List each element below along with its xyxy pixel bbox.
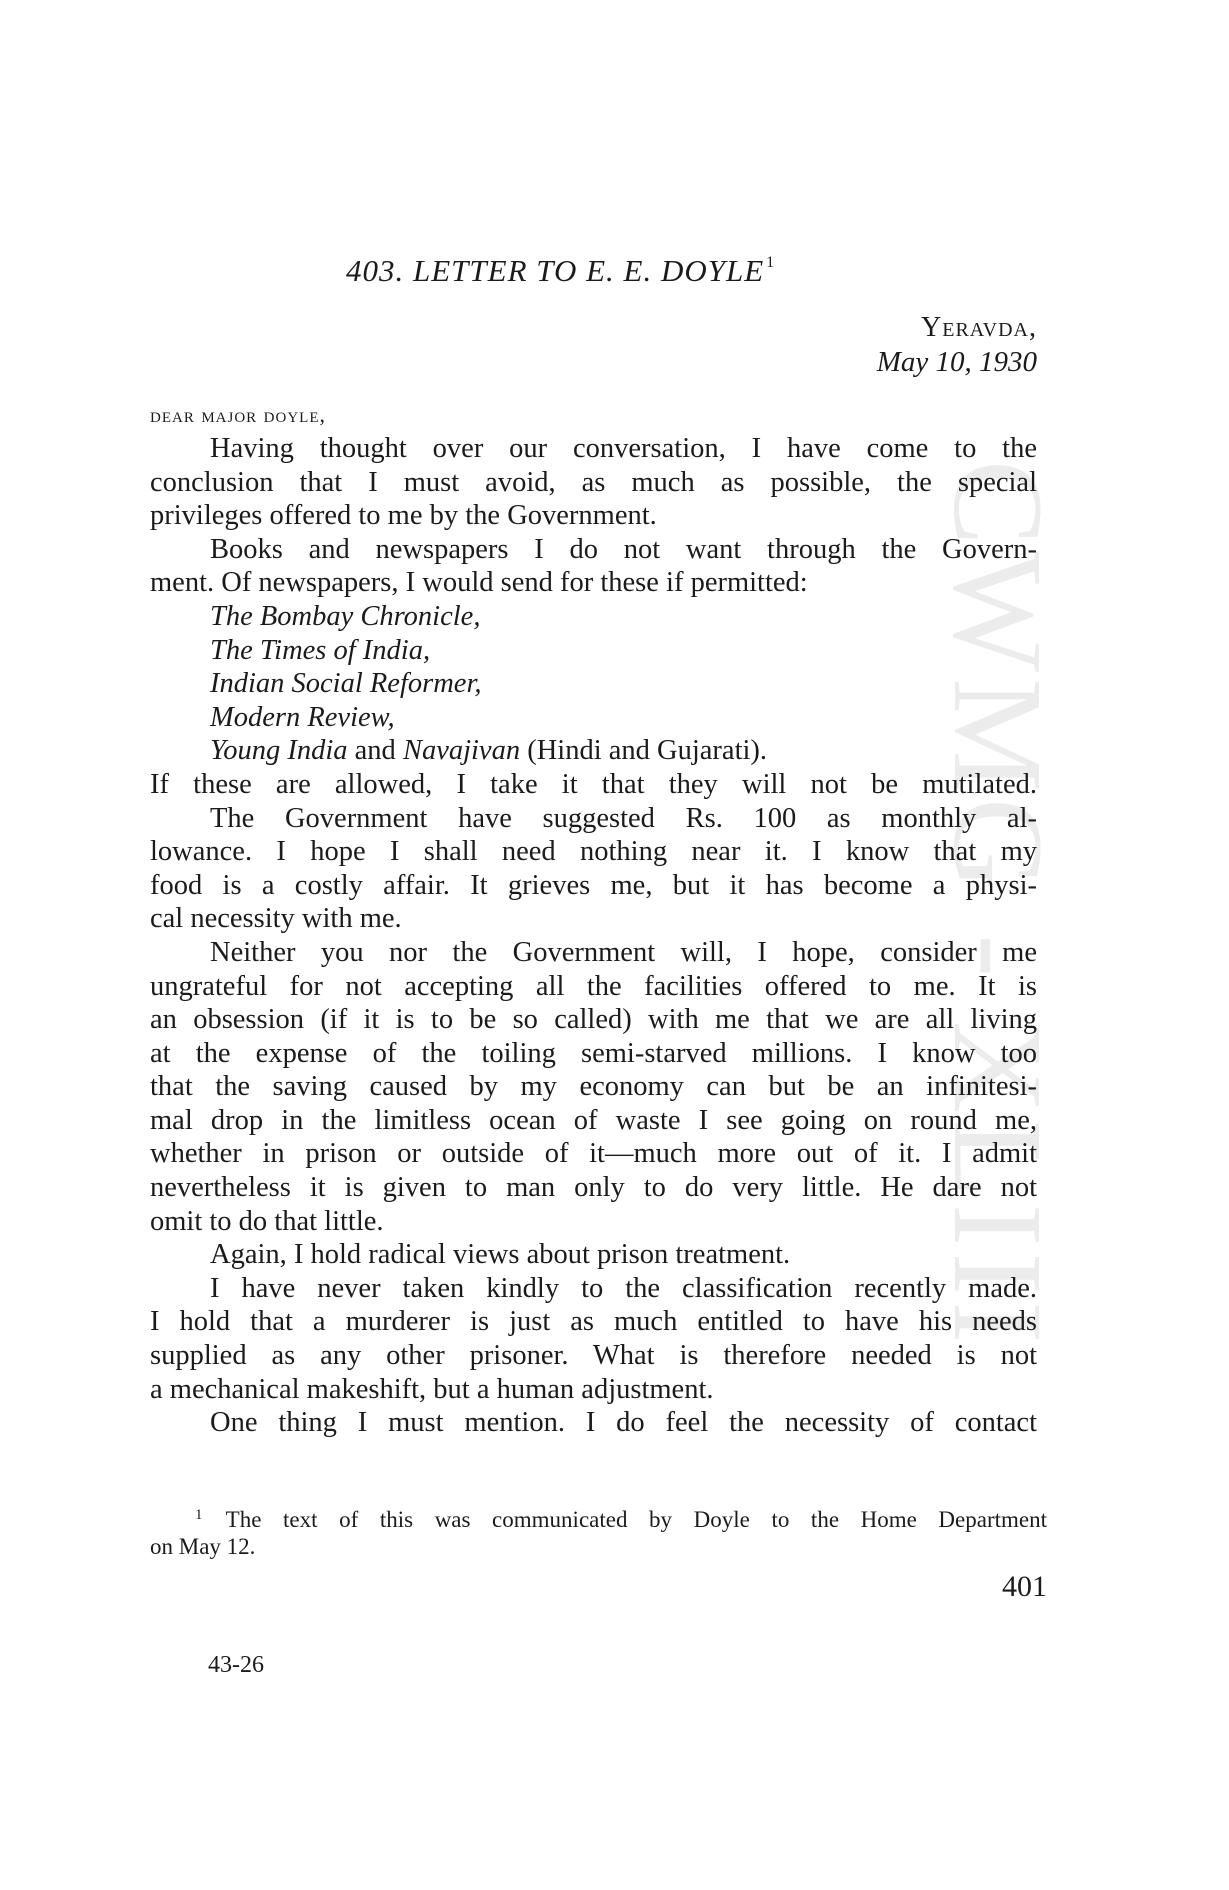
footnote-mark: 1 xyxy=(195,1507,203,1523)
letter-body xyxy=(150,432,1037,1440)
newspaper-item: The Bombay Chronicle, xyxy=(210,600,481,632)
body-line: food is a costly affair. It grieves me, but it has become a physi- xyxy=(150,869,1037,901)
heading-footnote-ref: 1 xyxy=(766,254,776,271)
body-line: nevertheless it is given to man only to do very little. He dare not xyxy=(150,1172,1037,1204)
newspaper-conjunction: and xyxy=(347,735,403,767)
signature-code: 43-26 xyxy=(208,1652,264,1678)
body-line: One thing I must mention. I do feel the necessity of contact xyxy=(210,1407,1037,1439)
place-line: Yeravda, xyxy=(921,312,1037,343)
footnote xyxy=(150,1500,1047,1562)
body-line: The Government have suggested Rs. 100 as monthly al- xyxy=(210,802,1037,834)
body-line: supplied as any other prisoner. What is therefore needed is not xyxy=(150,1340,1037,1372)
body-line: an obsession (if it is to be so called) with me that we are all living xyxy=(150,1004,1037,1036)
body-line: whether in prison or outside of it—much more out of it. I admit xyxy=(150,1138,1037,1170)
body-line: If these are allowed, I take it that they will not be mutilated. xyxy=(150,768,1037,800)
body-line: Having thought over our conversation, I have come to the xyxy=(210,433,1037,464)
body-line: privileges offered to me by the Government. xyxy=(150,500,657,532)
body-line: ment. Of newspapers, I would send for these if permitted: xyxy=(150,567,808,599)
body-line: conclusion that I must avoid, as much as possible, the special xyxy=(150,466,1037,498)
newspaper-item: Modern Review, xyxy=(210,701,395,733)
body-line: Neither you nor the Government will, I hope, consider me xyxy=(210,936,1037,968)
body-line: that the saving caused by my economy can but be an infinitesi- xyxy=(150,1071,1037,1103)
body-line: a mechanical makeshift, but a human adjustment. xyxy=(150,1373,714,1405)
newspaper-item: Indian Social Reformer, xyxy=(210,668,482,700)
date-line: May 10, 1930 xyxy=(876,346,1037,378)
body-line: lowance. I hope I shall need nothing near it. I know that my xyxy=(150,836,1037,868)
newspaper-item: The Times of India, xyxy=(210,634,431,666)
heading-title: 403. LETTER TO E. E. DOYLE xyxy=(346,253,765,288)
body-line: omit to do that little. xyxy=(150,1205,384,1237)
newspaper-item xyxy=(150,734,1037,768)
newspaper-note: (Hindi and Gujarati). xyxy=(520,735,768,767)
newspaper-name: Navajivan xyxy=(402,735,521,767)
footnote-line: on May 12. xyxy=(150,1534,256,1559)
body-line: Books and newspapers I do not want through the Govern- xyxy=(210,533,1037,565)
body-line: ungrateful for not accepting all the facilities offered to me. It is xyxy=(150,970,1037,1002)
page-number: 401 xyxy=(1002,1570,1047,1603)
body-line: I hold that a murderer is just as much entitled to have his needs xyxy=(150,1306,1037,1338)
footnote-line xyxy=(150,1500,1047,1531)
newspaper-name: Young India xyxy=(210,735,348,767)
body-line: mal drop in the limitless ocean of waste I see going on round me, xyxy=(150,1104,1037,1136)
body-line: at the expense of the toiling semi-starved millions. I know too xyxy=(150,1037,1037,1069)
body-line: I have never taken kindly to the classification recently made. xyxy=(210,1272,1037,1304)
salutation: dear major doyle, xyxy=(150,402,326,427)
footnote-text: The text of this was communicated by Doyle to the Home Department xyxy=(204,1507,1047,1532)
body-line: Again, I hold radical views about prison treatment. xyxy=(210,1239,791,1271)
watermark-text: CWMG - XLIII xyxy=(927,460,1069,1350)
letter-heading xyxy=(346,253,775,289)
body-line: cal necessity with me. xyxy=(150,903,402,935)
